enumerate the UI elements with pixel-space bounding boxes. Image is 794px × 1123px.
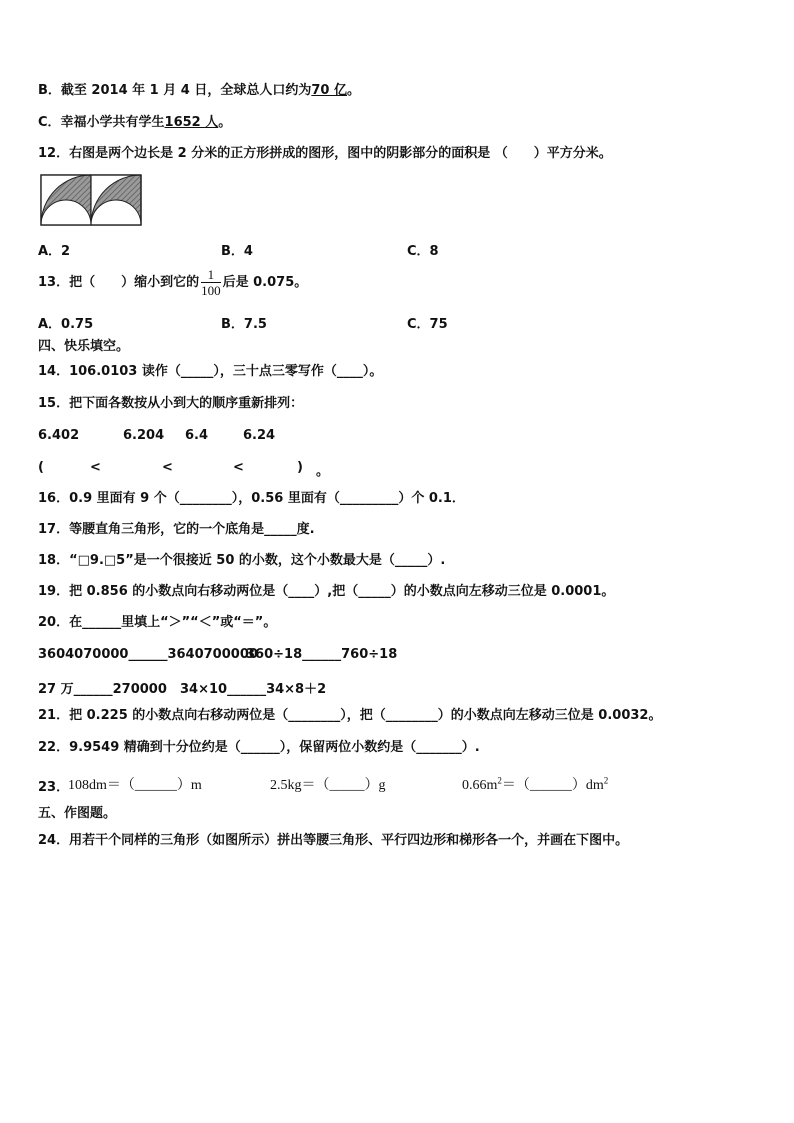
q23-mass-conversion: 2.5kg＝（_____）g [270,778,386,793]
q22-question: 22．9.9549 精确到十分位约是（______），保留两位小数约是（_______）. [38,740,480,755]
q19-question: 19．把 0.856 的小数点向右移动两位是（____）,把（_____）的小数点向左移动三位是 0.0001。 [38,584,615,599]
q13-option-c: C．75 [407,317,448,332]
q15-number-3: 6.4 [185,428,209,443]
q12-question: 12．右图是两个边长是 2 分米的正方形拼成的图形，图中的阴影部分的面积是 （ ）平方分米。 [38,146,612,161]
q18-question: 18．“□9.□5”是一个很接近 50 的小数，这个小数最大是（_____）. [38,553,446,568]
q15-period: 。 [316,464,330,479]
q12-option-a: A．2 [38,244,71,259]
q20-question: 20．在______里填上“＞”“＜”或“＝”。 [38,615,277,630]
q16-question: 16．0.9 里面有 9 个（________），0.56 里面有（_________）个 0.1． [38,491,465,506]
q15-question: 15．把下面各数按从小到大的顺序重新排列： [38,396,304,411]
q23-number: 23． [38,780,70,795]
q15-number-4: 6.24 [243,428,276,443]
q15-open-paren: ( [38,460,44,475]
q20-compare-1: 3604070000______3640700000 [38,647,258,662]
q24-question: 24．用若干个同样的三角形（如图所示）拼出等腰三角形、平行四边形和梯形各一个，并画在下图中。 [38,833,629,848]
q15-less-than-2: < [162,460,173,475]
q23-area-conversion: $0.66m^2=(\_\_\_\_\_\_)dm^2$ [462,775,609,793]
q15-less-than-3: < [233,460,244,475]
q23-length-conversion: 108dm＝（______）m [68,778,202,793]
q11-c-underlined-value: 1652 人 [164,115,219,130]
q20-compare-4: 34×10______34×8＋2 [180,682,327,697]
q13-fraction: $\frac{1}{100}$ [201,267,221,298]
q15-close-paren: ) [297,460,303,475]
q20-compare-2: 360÷18______760÷18 [246,647,398,662]
q13-option-a: A．0.75 [38,317,94,332]
q12-option-b: B．4 [221,244,253,259]
q11-option-c: C．幸福小学共有学生1652 人。 [38,115,232,130]
q11-option-b: B．截至 2014 年 1 月 4 日，全球总人口约为70 亿。 [38,83,360,98]
q15-number-2: 6.204 [123,428,165,443]
q13-question: 13．把（ ）缩小到它的 $\frac{1}{100}$ 后是 0.075。 [38,267,308,298]
q15-less-than-1: < [90,460,101,475]
q20-compare-3: 27 万______270000 [38,682,167,697]
q21-question: 21．把 0.225 的小数点向右移动两位是（________），把（________）的小数点向左移动三位是 0.0032。 [38,708,662,723]
section-4-heading: 四、快乐填空。 [38,339,130,354]
q13-option-b: B．7.5 [221,317,267,332]
q17-question: 17．等腰直角三角形，它的一个底角是_____度. [38,522,315,537]
q11-b-underlined-value: 70 亿 [311,83,347,98]
q14-question: 14．106.0103 读作（_____），三十点三零写作（____）。 [38,364,383,379]
q12-shaded-squares-figure [40,174,144,226]
q15-number-1: 6.402 [38,428,80,443]
section-5-heading: 五、作图题。 [38,806,117,821]
q12-option-c: C．8 [407,244,439,259]
